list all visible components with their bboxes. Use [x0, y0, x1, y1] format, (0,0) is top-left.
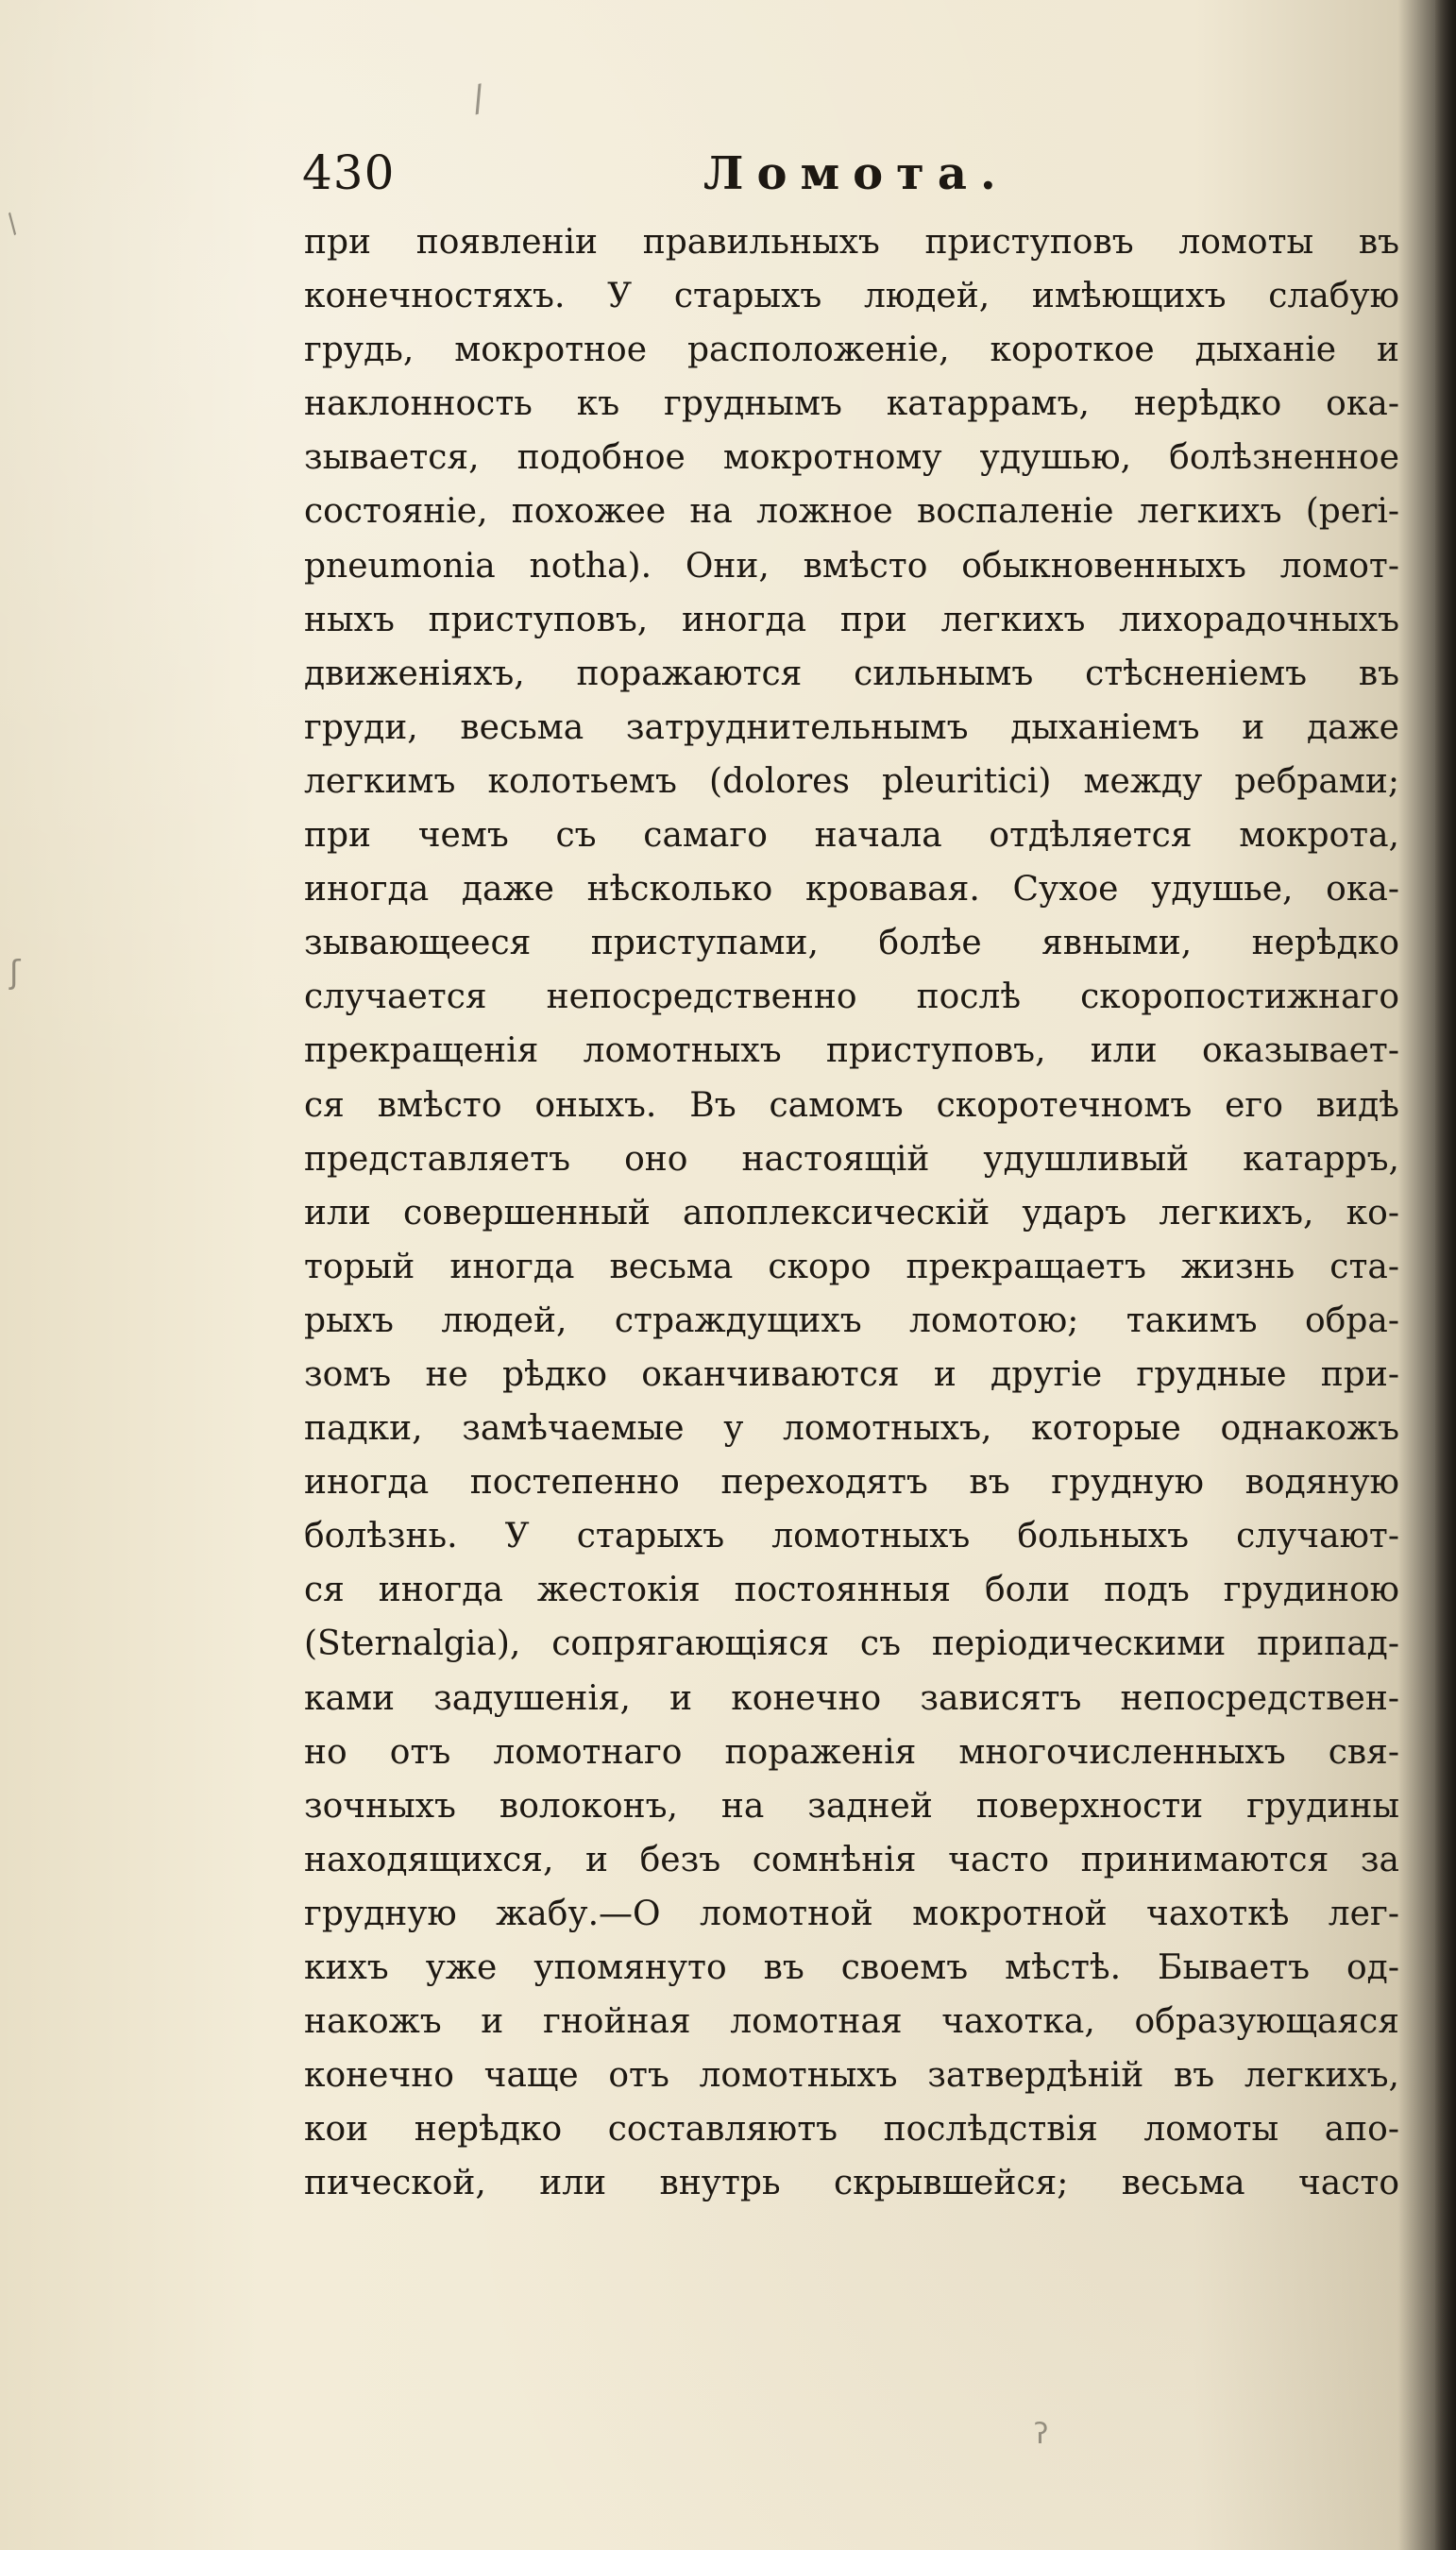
text-line: иногда даже нѣсколько кровавая. Сухое удушье, ока- [304, 870, 1399, 910]
text-line: накожъ и гнойная ломотная чахотка, образующаяся [304, 2002, 1399, 2042]
text-line: кои нерѣдко составляютъ послѣдствія ломоты апо- [304, 2110, 1399, 2150]
running-title: Ломота. [703, 147, 1009, 200]
text-line: ныхъ приступовъ, иногда при легкихъ лихорадочныхъ [304, 600, 1399, 639]
text-line: кихъ уже упомянуто въ своемъ мѣстѣ. Бываетъ од- [304, 1948, 1399, 1987]
text-line: зывающееся приступами, болѣе явными, нерѣдко [304, 924, 1399, 963]
text-line: конечно чаще отъ ломотныхъ затвердѣній въ легкихъ, [304, 2056, 1399, 2096]
text-line: находящихся, и безъ сомнѣнія часто принимаются за [304, 1840, 1399, 1879]
text-line: состояніе, похожее на ложное воспаленіе легкихъ (peri- [304, 492, 1399, 532]
text-line: рыхъ людей, страждущихъ ломотою; такимъ обра- [304, 1300, 1399, 1340]
text-line: ками задушенія, и конечно зависятъ непосредствен- [304, 1678, 1399, 1718]
text-line: зочныхъ волоконъ, на задней поверхности грудины [304, 1786, 1399, 1826]
text-line: пической, или внутрь скрывшейся; весьма часто [304, 2164, 1399, 2203]
text-line: груди, весьма затруднительнымъ дыханіемъ и даже [304, 707, 1399, 747]
text-line: (Sternalgia), сопрягающіяся съ періодическими припад- [304, 1624, 1399, 1664]
text-line: зывается, подобное мокротному удушью, болѣзненное [304, 438, 1399, 478]
text-line: падки, замѣчаемые у ломотныхъ, которые однакожъ [304, 1409, 1399, 1449]
body-text [304, 215, 1399, 2210]
text-line: pneumonia notha). Они, вмѣсто обыкновенныхъ ломот- [304, 546, 1399, 586]
text-line: легкимъ колотьемъ (dolores pleuritici) между ребрами; [304, 761, 1399, 801]
text-line: грудную жабу.—О ломотной мокротной чахоткѣ лег- [304, 1894, 1399, 1933]
text-line: или совершенный апоплексическій ударъ легкихъ, ко- [304, 1193, 1399, 1232]
scan-mark-top: / [467, 76, 489, 120]
text-line: прекращенія ломотныхъ приступовъ, или оказывает- [304, 1031, 1399, 1071]
text-line: при чемъ съ самаго начала отдѣляется мокрота, [304, 816, 1399, 856]
page-number: 430 [302, 145, 396, 200]
text-line: ся иногда жестокія постоянныя боли подъ грудиною [304, 1571, 1399, 1610]
text-line: конечностяхъ. У старыхъ людей, имѣющихъ слабую [304, 277, 1399, 316]
text-line: наклонность къ груднымъ катаррамъ, нерѣдко ока- [304, 384, 1399, 424]
scan-mark-left-top: / [0, 208, 25, 239]
text-line: иногда постепенно переходятъ въ грудную водяную [304, 1463, 1399, 1503]
text-line: представляетъ оно настоящій удушливый катарръ, [304, 1139, 1399, 1179]
text-line: случается непосредственно послѣ скоропостижнаго [304, 978, 1399, 1017]
text-line: торый иногда весьма скоро прекращаетъ жизнь ста- [304, 1247, 1399, 1286]
text-line: ся вмѣсто оныхъ. Въ самомъ скоротечномъ его видѣ [304, 1085, 1399, 1125]
text-line: движеніяхъ, поражаются сильнымъ стѣсненіемъ въ [304, 654, 1399, 693]
text-line: зомъ не рѣдко оканчиваются и другіе грудные при- [304, 1354, 1399, 1394]
text-line: болѣзнь. У старыхъ ломотныхъ больныхъ случают- [304, 1517, 1399, 1556]
text-line: грудь, мокротное расположеніе, короткое дыханіе и [304, 331, 1399, 370]
text-line: но отъ ломотнаго пораженія многочисленныхъ свя- [304, 1732, 1399, 1772]
scan-mark-left-middle: ʃ [9, 954, 21, 992]
page-header [302, 145, 1397, 212]
text-line: при появленіи правильныхъ приступовъ ломоты въ [304, 223, 1399, 262]
page-edge-shadow [1435, 0, 1456, 2550]
scan-mark-bottom: ʔ [1034, 2418, 1049, 2451]
